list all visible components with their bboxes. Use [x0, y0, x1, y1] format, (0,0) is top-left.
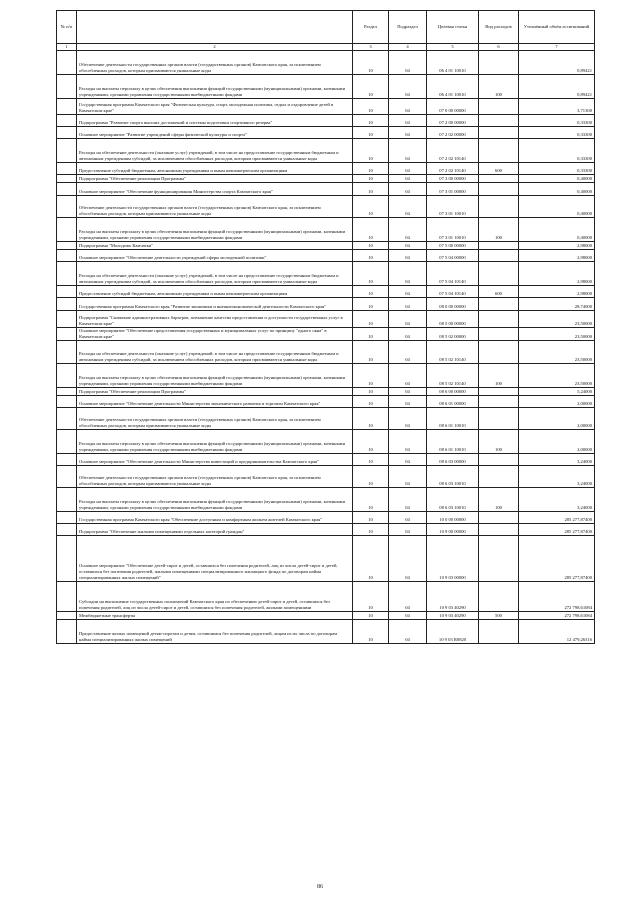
row-name-cell: Расходы на обеспечение деятельности (оказание услуг) учреждений, в том числе на предоставление государственным бюджетным и автономным учреждениям субсидий, за исключением обособленных расходов, которым присваиваются уникальные коды: [77, 341, 353, 364]
row-name-cell: Подпрограмма "Обеспечение реализации Программы": [77, 175, 353, 183]
row-podrazdel-cell: 04: [389, 524, 427, 536]
row-index-cell: [57, 408, 77, 430]
row-name-cell: Расходы на выплаты персоналу в целях обеспечения выполнения функций государственными (муниципальными) органами, казенными учреждениями, органами управления государственными внебюджетными фондами: [77, 218, 353, 242]
row-target-article-cell: 07 3 01 10010: [427, 218, 479, 242]
row-target-article-cell: 10 9 00 00000: [427, 524, 479, 536]
row-razdel-cell: 10: [353, 51, 389, 75]
row-amount-cell: 5,24000: [519, 388, 595, 396]
row-expense-type-cell: [479, 536, 519, 582]
col-header-name: [77, 11, 353, 44]
row-index-cell: [57, 163, 77, 175]
row-target-article-cell: 07 5 04 00000: [427, 250, 479, 262]
table-row: [57, 163, 595, 175]
row-index-cell: [57, 175, 77, 183]
row-target-article-cell: 07 5 04 10140: [427, 286, 479, 298]
row-expense-type-cell: [479, 396, 519, 408]
row-index-cell: [57, 139, 77, 163]
row-expense-type-cell: [479, 328, 519, 341]
row-razdel-cell: 10: [353, 242, 389, 250]
row-razdel-cell: 10: [353, 286, 389, 298]
row-podrazdel-cell: 04: [389, 311, 427, 328]
table-row: [57, 466, 595, 488]
table-row: [57, 430, 595, 454]
table-row: [57, 328, 595, 341]
budget-sheet: [56, 10, 594, 644]
col-number: 2: [77, 44, 353, 51]
row-razdel-cell: 10: [353, 582, 389, 612]
row-amount-cell: 23,50000: [519, 328, 595, 341]
row-name-cell: Подпрограмма "Снижение административных барьеров, повышение качества предоставления и доступности государственных услуг в Камчатском крае": [77, 311, 353, 328]
table-row: [57, 512, 595, 524]
table-row: [57, 454, 595, 466]
row-index-cell: [57, 311, 77, 328]
col-header-number: № п/п: [57, 11, 77, 44]
table-row: [57, 51, 595, 75]
row-name-cell: Подпрограмма "Обеспечение жилыми помещениями отдельных категорий граждан": [77, 524, 353, 536]
row-podrazdel-cell: 04: [389, 364, 427, 388]
page-number: 86: [317, 884, 323, 890]
row-name-cell: Обеспечение деятельности государственных органов власти (государственных органов) Камчатского края, за исключением обособленных расходов, которым присваиваются уникальные коды: [77, 466, 353, 488]
row-index-cell: [57, 524, 77, 536]
row-razdel-cell: 10: [353, 250, 389, 262]
table-row: [57, 408, 595, 430]
row-name-cell: Обеспечение деятельности государственных органов власти (государственных органов) Камчатского края, за исключением обособленных расходов, которым присваиваются уникальные коды: [77, 408, 353, 430]
row-name-cell: Государственная программа Камчатского края "Обеспечение доступным и комфортным жильем жителей Камчатского края": [77, 512, 353, 524]
row-target-article-cell: 08 6 03 10010: [427, 488, 479, 512]
row-amount-cell: 0,40000: [519, 175, 595, 183]
row-razdel-cell: 10: [353, 139, 389, 163]
row-expense-type-cell: [479, 99, 519, 115]
row-podrazdel-cell: 04: [389, 454, 427, 466]
row-podrazdel-cell: 04: [389, 536, 427, 582]
table-row: [57, 311, 595, 328]
table-row: [57, 250, 595, 262]
row-razdel-cell: 10: [353, 196, 389, 218]
row-amount-cell: 2,98000: [519, 242, 595, 250]
row-name-cell: Субсидии на выполнение государственных полномочий Камчатского края по обеспечению детей-сирот и детей, оставшихся без попечения родителей, лиц из числа детей-сирот и детей, оставшихся без попечения родителей, жилыми помещениями: [77, 582, 353, 612]
table-row: [57, 298, 595, 311]
col-header-podrazdel: Подраздел: [389, 11, 427, 44]
row-name-cell: Обеспечение деятельности государственных органов власти (государственных органов) Камчатского края, за исключением обособленных расходов, которым присваиваются уникальные коды: [77, 196, 353, 218]
row-podrazdel-cell: 04: [389, 175, 427, 183]
row-podrazdel-cell: 04: [389, 250, 427, 262]
row-index-cell: [57, 341, 77, 364]
row-name-cell: Предоставление жилых помещений детям-сиротам и детям, оставшимся без попечения родителей, лицам из их числа по договорам найма специализированных жилых помещений: [77, 620, 353, 644]
row-target-article-cell: 10 9 03 40290: [427, 612, 479, 620]
row-index-cell: [57, 454, 77, 466]
row-amount-cell: 3,71300: [519, 99, 595, 115]
table-row: [57, 582, 595, 612]
row-expense-type-cell: 100: [479, 364, 519, 388]
row-amount-cell: 2,00000: [519, 430, 595, 454]
row-amount-cell: 0,89421: [519, 51, 595, 75]
table-row: [57, 139, 595, 163]
row-expense-type-cell: [479, 454, 519, 466]
row-amount-cell: 272 798,61084: [519, 612, 595, 620]
row-podrazdel-cell: 04: [389, 196, 427, 218]
row-podrazdel-cell: 04: [389, 115, 427, 127]
row-target-article-cell: 08 6 01 10010: [427, 430, 479, 454]
row-index-cell: [57, 218, 77, 242]
col-number: 1: [57, 44, 77, 51]
row-razdel-cell: 10: [353, 328, 389, 341]
row-amount-cell: 2,00000: [519, 408, 595, 430]
row-podrazdel-cell: 04: [389, 183, 427, 196]
row-amount-cell: 3,24000: [519, 454, 595, 466]
row-razdel-cell: 10: [353, 311, 389, 328]
row-expense-type-cell: [479, 250, 519, 262]
row-amount-cell: 23,50000: [519, 311, 595, 328]
row-amount-cell: 0,40000: [519, 183, 595, 196]
row-amount-cell: 285 277,87400: [519, 512, 595, 524]
row-expense-type-cell: 100: [479, 430, 519, 454]
row-amount-cell: 23,50000: [519, 364, 595, 388]
row-razdel-cell: 10: [353, 127, 389, 139]
row-target-article-cell: 08 6 01 10010: [427, 408, 479, 430]
row-expense-type-cell: [479, 183, 519, 196]
row-razdel-cell: 10: [353, 341, 389, 364]
row-podrazdel-cell: 04: [389, 218, 427, 242]
row-podrazdel-cell: 04: [389, 341, 427, 364]
row-expense-type-cell: [479, 408, 519, 430]
row-expense-type-cell: [479, 242, 519, 250]
row-razdel-cell: 10: [353, 163, 389, 175]
row-expense-type-cell: 600: [479, 286, 519, 298]
row-expense-type-cell: [479, 139, 519, 163]
row-expense-type-cell: [479, 196, 519, 218]
row-name-cell: Подпрограмма "Обеспечение реализации Программы": [77, 388, 353, 396]
row-podrazdel-cell: 04: [389, 75, 427, 99]
row-amount-cell: 285 277,87400: [519, 536, 595, 582]
row-index-cell: [57, 620, 77, 644]
table-row: [57, 175, 595, 183]
row-expense-type-cell: [479, 620, 519, 644]
row-amount-cell: 2,98000: [519, 262, 595, 286]
row-expense-type-cell: [479, 298, 519, 311]
row-name-cell: Предоставление субсидий бюджетным, автономным учреждениям и иным некоммерческим организациям: [77, 163, 353, 175]
row-expense-type-cell: 100: [479, 75, 519, 99]
row-expense-type-cell: [479, 311, 519, 328]
row-target-article-cell: 07 0 00 00000: [427, 99, 479, 115]
table-row: [57, 388, 595, 396]
row-index-cell: [57, 242, 77, 250]
row-index-cell: [57, 99, 77, 115]
row-name-cell: Подпрограмма "Развитие спорта высших достижений и системы подготовки спортивного резерва": [77, 115, 353, 127]
row-target-article-cell: 08 6 03 10010: [427, 466, 479, 488]
row-amount-cell: 2,98000: [519, 250, 595, 262]
table-row: [57, 115, 595, 127]
row-index-cell: [57, 250, 77, 262]
row-expense-type-cell: [479, 175, 519, 183]
table-body: [57, 51, 595, 644]
row-expense-type-cell: 600: [479, 163, 519, 175]
row-expense-type-cell: 500: [479, 612, 519, 620]
col-header-amount: Уточнённый объём ассигнований: [519, 11, 595, 44]
table-row: [57, 99, 595, 115]
row-name-cell: Государственная программа Камчатского края "Развитие экономики и внешнеэкономической деятельности Камчатского края": [77, 298, 353, 311]
row-podrazdel-cell: 04: [389, 408, 427, 430]
row-podrazdel-cell: 04: [389, 298, 427, 311]
row-amount-cell: 0,33300: [519, 127, 595, 139]
table-row: [57, 75, 595, 99]
row-podrazdel-cell: 04: [389, 466, 427, 488]
row-index-cell: [57, 396, 77, 408]
row-target-article-cell: 06 4 01 10010: [427, 75, 479, 99]
row-target-article-cell: 08 6 01 00000: [427, 396, 479, 408]
table-row: [57, 488, 595, 512]
row-index-cell: [57, 612, 77, 620]
col-number: 3: [353, 44, 389, 51]
row-target-article-cell: 07 2 02 10140: [427, 139, 479, 163]
row-razdel-cell: 10: [353, 183, 389, 196]
row-razdel-cell: 10: [353, 408, 389, 430]
table-column-numbers-row: [57, 44, 595, 51]
row-amount-cell: 0,33300: [519, 163, 595, 175]
row-name-cell: Межбюджетные трансферты: [77, 612, 353, 620]
row-razdel-cell: 10: [353, 454, 389, 466]
row-index-cell: [57, 286, 77, 298]
table-row: [57, 612, 595, 620]
row-target-article-cell: 10 9 03 00000: [427, 536, 479, 582]
row-podrazdel-cell: 04: [389, 512, 427, 524]
row-target-article-cell: 07 5 04 10140: [427, 262, 479, 286]
col-header-target-article: Целевая статья: [427, 11, 479, 44]
row-expense-type-cell: 100: [479, 488, 519, 512]
row-razdel-cell: 10: [353, 430, 389, 454]
row-index-cell: [57, 582, 77, 612]
table-row: [57, 524, 595, 536]
table-row: [57, 262, 595, 286]
row-podrazdel-cell: 04: [389, 488, 427, 512]
row-target-article-cell: 08 6 00 00000: [427, 388, 479, 396]
row-podrazdel-cell: 04: [389, 612, 427, 620]
row-amount-cell: 2,98000: [519, 286, 595, 298]
row-index-cell: [57, 298, 77, 311]
row-name-cell: Подпрограмма "Молодежь Камчатки": [77, 242, 353, 250]
row-index-cell: [57, 488, 77, 512]
row-index-cell: [57, 127, 77, 139]
col-header-razdel: Раздел: [353, 11, 389, 44]
row-razdel-cell: 10: [353, 99, 389, 115]
row-podrazdel-cell: 04: [389, 163, 427, 175]
row-podrazdel-cell: 04: [389, 51, 427, 75]
row-name-cell: Государственная программа Камчатского края "Физическая культура, спорт, молодежная политика, отдых и оздоровление детей в Камчатском крае": [77, 99, 353, 115]
row-amount-cell: 28,74000: [519, 298, 595, 311]
budget-table: [56, 10, 595, 644]
row-name-cell: Основное мероприятие "Обеспечение деятельности учреждений сферы молодежной политики": [77, 250, 353, 262]
row-podrazdel-cell: 04: [389, 99, 427, 115]
row-podrazdel-cell: 04: [389, 396, 427, 408]
row-razdel-cell: 10: [353, 488, 389, 512]
row-expense-type-cell: [479, 115, 519, 127]
row-name-cell: Расходы на выплаты персоналу в целях обеспечения выполнения функций государственными (муниципальными) органами, казенными учреждениями, органами управления государственными внебюджетными фондами: [77, 75, 353, 99]
table-header-row: [57, 11, 595, 44]
row-name-cell: Предоставление субсидий бюджетным, автономным учреждениям и иным некоммерческим организациям: [77, 286, 353, 298]
row-razdel-cell: 10: [353, 612, 389, 620]
row-name-cell: Расходы на выплаты персоналу в целях обеспечения выполнения функций государственными (муниципальными) органами, казенными учреждениями, органами управления государственными внебюджетными фондами: [77, 364, 353, 388]
row-name-cell: Расходы на выплаты персоналу в целях обеспечения выполнения функций государственными (муниципальными) органами, казенными учреждениями, органами управления государственными внебюджетными фондами: [77, 430, 353, 454]
row-index-cell: [57, 466, 77, 488]
row-target-article-cell: 08 5 00 00000: [427, 311, 479, 328]
row-podrazdel-cell: 04: [389, 620, 427, 644]
row-amount-cell: 3,24000: [519, 488, 595, 512]
row-expense-type-cell: [479, 512, 519, 524]
table-row: [57, 286, 595, 298]
row-target-article-cell: 10 9 03 40290: [427, 582, 479, 612]
row-target-article-cell: 07 2 02 10140: [427, 163, 479, 175]
row-name-cell: Основное мероприятие "Обеспечение детей-сирот и детей, оставшихся без попечения родителей, лиц из числа детей-сирот и детей, оставшихся без попечения родителей, жилыми помещениями специализированного жилищного фонда по договорам найма специализированных жилых помещений": [77, 536, 353, 582]
row-amount-cell: 12 479,26316: [519, 620, 595, 644]
row-podrazdel-cell: 04: [389, 286, 427, 298]
row-name-cell: Обеспечение деятельности государственных органов власти (государственных органов) Камчатского края, за исключением обособленных расходов, которым присваиваются уникальные коды: [77, 51, 353, 75]
row-podrazdel-cell: 04: [389, 430, 427, 454]
row-index-cell: [57, 115, 77, 127]
row-podrazdel-cell: 04: [389, 262, 427, 286]
row-amount-cell: 3,24000: [519, 466, 595, 488]
row-target-article-cell: 07 3 01 00000: [427, 183, 479, 196]
table-row: [57, 183, 595, 196]
row-podrazdel-cell: 04: [389, 388, 427, 396]
row-name-cell: Расходы на выплаты персоналу в целях обеспечения выполнения функций государственными (муниципальными) органами, казенными учреждениями, органами управления государственными внебюджетными фондами: [77, 488, 353, 512]
row-amount-cell: 0,40000: [519, 196, 595, 218]
row-expense-type-cell: [479, 388, 519, 396]
row-index-cell: [57, 262, 77, 286]
row-name-cell: Основное мероприятие "Развитие учреждений сферы физической культуры и спорта": [77, 127, 353, 139]
row-amount-cell: 0,33300: [519, 115, 595, 127]
row-index-cell: [57, 196, 77, 218]
row-razdel-cell: 10: [353, 396, 389, 408]
row-target-article-cell: 10 0 00 00000: [427, 512, 479, 524]
row-index-cell: [57, 51, 77, 75]
row-podrazdel-cell: 04: [389, 127, 427, 139]
table-row: [57, 242, 595, 250]
col-header-expense-type: Вид расходов: [479, 11, 519, 44]
row-podrazdel-cell: 04: [389, 582, 427, 612]
table-row: [57, 536, 595, 582]
row-expense-type-cell: [479, 341, 519, 364]
row-target-article-cell: 06 4 01 10010: [427, 51, 479, 75]
row-razdel-cell: 10: [353, 218, 389, 242]
row-index-cell: [57, 536, 77, 582]
row-target-article-cell: 07 3 01 10010: [427, 196, 479, 218]
row-amount-cell: 0,40000: [519, 218, 595, 242]
row-target-article-cell: 07 5 00 00000: [427, 242, 479, 250]
row-razdel-cell: 10: [353, 620, 389, 644]
row-target-article-cell: 07 3 00 00000: [427, 175, 479, 183]
row-expense-type-cell: [479, 582, 519, 612]
row-amount-cell: 23,50000: [519, 341, 595, 364]
row-razdel-cell: 10: [353, 466, 389, 488]
row-amount-cell: 272 798,61084: [519, 582, 595, 612]
row-razdel-cell: 10: [353, 536, 389, 582]
row-podrazdel-cell: 04: [389, 328, 427, 341]
row-index-cell: [57, 328, 77, 341]
row-razdel-cell: 10: [353, 524, 389, 536]
table-row: [57, 364, 595, 388]
col-number: 7: [519, 44, 595, 51]
row-expense-type-cell: 100: [479, 218, 519, 242]
row-target-article-cell: 08 0 00 00000: [427, 298, 479, 311]
row-index-cell: [57, 364, 77, 388]
row-name-cell: Основное мероприятие "Обеспечение деятельности Министерства экономического развития и торговли Камчатского края": [77, 396, 353, 408]
row-target-article-cell: 08 5 02 10140: [427, 364, 479, 388]
row-name-cell: Основное мероприятие "Обеспечение предоставления государственных и муниципальных услуг по принципу "одного окна" в Камчатском крае": [77, 328, 353, 341]
row-amount-cell: 0,33300: [519, 139, 595, 163]
row-target-article-cell: 10 9 03 R0820: [427, 620, 479, 644]
row-index-cell: [57, 512, 77, 524]
row-razdel-cell: 10: [353, 388, 389, 396]
row-razdel-cell: 10: [353, 512, 389, 524]
row-index-cell: [57, 183, 77, 196]
table-row: [57, 341, 595, 364]
row-razdel-cell: 10: [353, 115, 389, 127]
row-index-cell: [57, 75, 77, 99]
row-expense-type-cell: [479, 51, 519, 75]
row-index-cell: [57, 388, 77, 396]
row-target-article-cell: 08 5 02 00000: [427, 328, 479, 341]
table-row: [57, 196, 595, 218]
row-expense-type-cell: [479, 127, 519, 139]
row-amount-cell: 0,89421: [519, 75, 595, 99]
table-row: [57, 127, 595, 139]
row-target-article-cell: 08 6 03 00000: [427, 454, 479, 466]
row-amount-cell: 2,00000: [519, 396, 595, 408]
row-razdel-cell: 10: [353, 364, 389, 388]
row-name-cell: Основное мероприятие "Обеспечение деятельности Министерства инвестиций и предпринимательства Камчатского края": [77, 454, 353, 466]
row-index-cell: [57, 430, 77, 454]
row-razdel-cell: 10: [353, 262, 389, 286]
row-razdel-cell: 10: [353, 75, 389, 99]
table-row: [57, 218, 595, 242]
col-number: 6: [479, 44, 519, 51]
row-expense-type-cell: [479, 524, 519, 536]
row-expense-type-cell: [479, 466, 519, 488]
row-razdel-cell: 10: [353, 298, 389, 311]
row-podrazdel-cell: 04: [389, 242, 427, 250]
row-razdel-cell: 10: [353, 175, 389, 183]
row-name-cell: Расходы на обеспечение деятельности (оказание услуг) учреждений, в том числе на предоставление государственным бюджетным и автономным учреждениям субсидий, за исключением обособленных расходов, которым присваиваются уникальные коды: [77, 139, 353, 163]
row-podrazdel-cell: 04: [389, 139, 427, 163]
row-name-cell: Расходы на обеспечение деятельности (оказание услуг) учреждений, в том числе на предоставление государственным бюджетным и автономным учреждениям субсидий, за исключением обособленных расходов, которым присваиваются уникальные коды: [77, 262, 353, 286]
row-expense-type-cell: [479, 262, 519, 286]
row-name-cell: Основное мероприятие "Обеспечение функционирования Министерства спорта Камчатского края": [77, 183, 353, 196]
row-target-article-cell: 07 2 00 00000: [427, 115, 479, 127]
col-number: 4: [389, 44, 427, 51]
row-target-article-cell: 07 2 02 00000: [427, 127, 479, 139]
table-row: [57, 396, 595, 408]
row-target-article-cell: 08 5 02 10140: [427, 341, 479, 364]
col-number: 5: [427, 44, 479, 51]
table-row: [57, 620, 595, 644]
row-amount-cell: 285 277,87400: [519, 524, 595, 536]
